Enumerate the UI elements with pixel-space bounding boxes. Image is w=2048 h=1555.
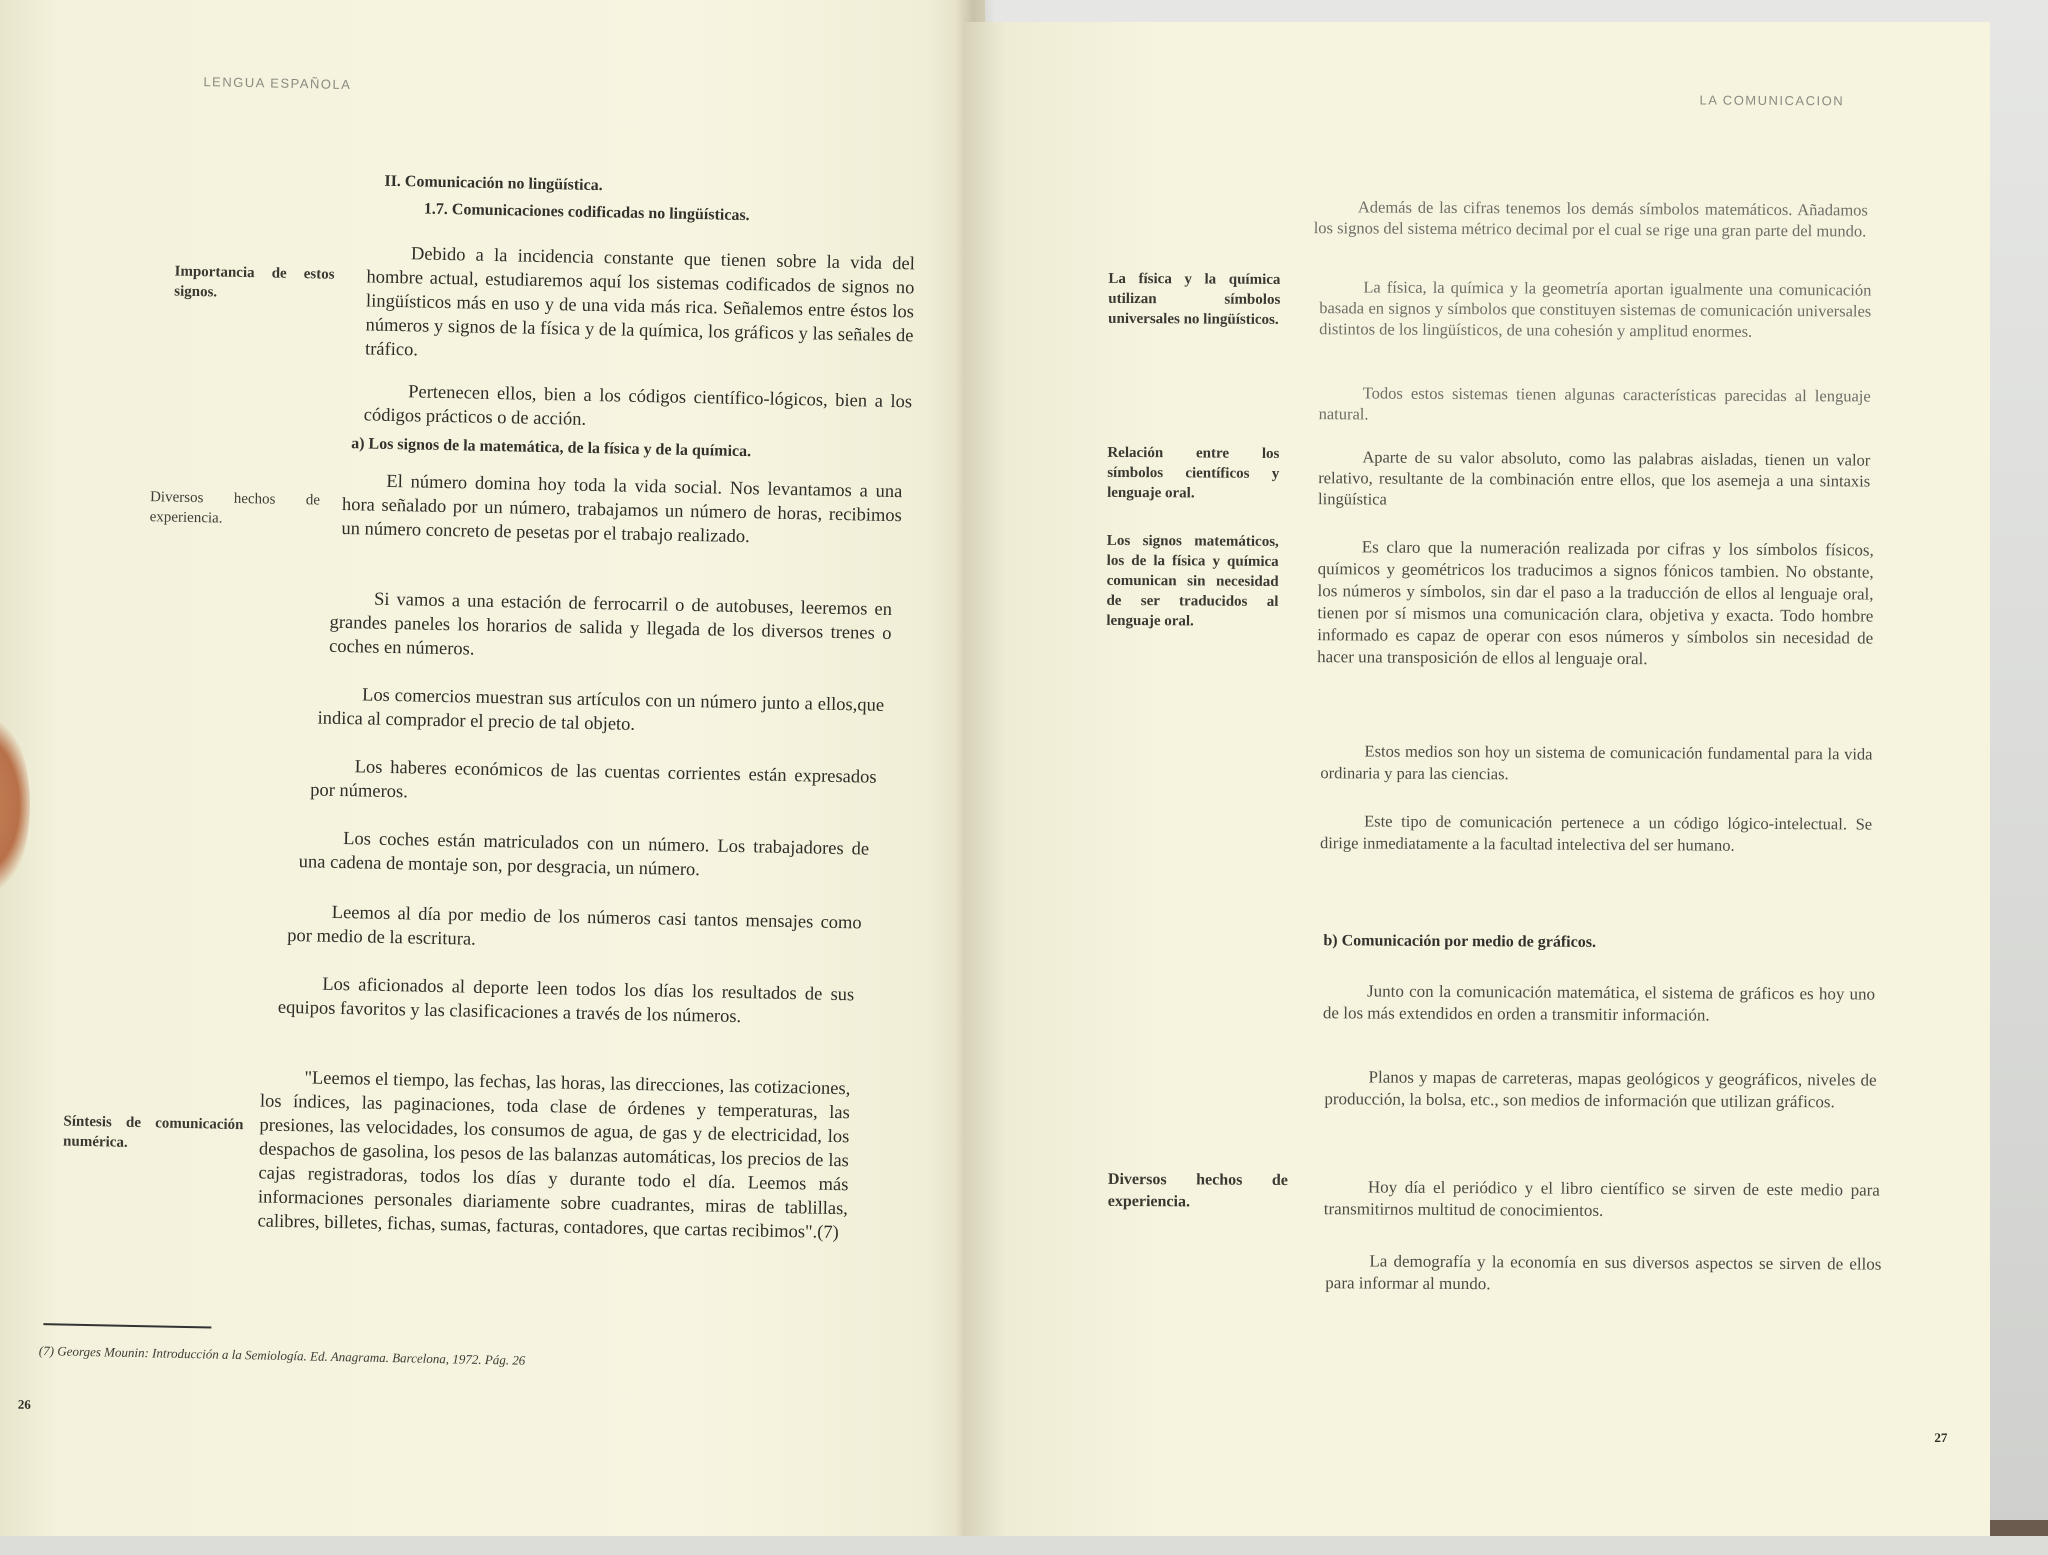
margin-note-fisica: La física y la química utilizan símbolos universales no lingüísticos. bbox=[1108, 270, 1281, 328]
running-head-right: LA COMUNICACION bbox=[1699, 92, 1845, 109]
margin-note-importancia: Importancia de estos signos. bbox=[174, 263, 335, 301]
footnote-rule bbox=[43, 1323, 211, 1328]
paragraph-debido: Debido a la incidencia constante que tienen sobre la vida del hombre actual, estudiaremos aquí los sistemas codificados de signos no lingüísticos más en uso y de una vida más rica. Señalemos entre éstos los números y signos de la física y de la química, los gráficos y las señales de tráfico. bbox=[364, 244, 916, 361]
paragraph-comercios: Los comercios muestran sus artículos con un número junto a ellos,que indica al comprador el precio de tal objeto. bbox=[317, 685, 885, 735]
item-b-heading: b) Comunicación por medio de gráficos. bbox=[1323, 932, 1597, 951]
right-page bbox=[965, 22, 1990, 1536]
paragraph-graficos: Junto con la comunicación matemática, el sistema de gráficos es hoy uno de los más extendidos en orden a transmitir información. bbox=[1322, 981, 1876, 1025]
paragraph-planos: Planos y mapas de carreteras, mapas geológicos y geográficos, niveles de producción, la bolsa, etc., son medios de información que utilizan gráficos. bbox=[1324, 1067, 1877, 1112]
paragraph-coches: Los coches están matriculados con un número. Los trabajadores de una cadena de montaje son, por desgracia, un número. bbox=[298, 829, 870, 881]
margin-note-sintesis: Síntesis de comunicación numérica. bbox=[62, 1113, 244, 1151]
subsection-heading: 1.7. Comunicaciones codificadas no lingüísticas. bbox=[423, 200, 750, 225]
section-heading: II. Comunicación no lingüística. bbox=[384, 172, 603, 195]
paragraph-medios: Estos medios son hoy un sistema de comunicación fundamental para la vida ordinaria y para las ciencias. bbox=[1320, 741, 1873, 784]
footnote: (7) Georges Mounin: Introducción a la Semiología. Ed. Anagrama. Barcelona, 1972. Pág. 26 bbox=[38, 1343, 526, 1368]
paragraph-numero-domina: El número domina hoy toda la vida social. Nos levantamos a una hora señalado por un número, trabajamos un número de horas, recibimos un número concreto de pesetas por el trabajo realizado. bbox=[341, 471, 903, 548]
paragraph-leemos-dia: Leemos al día por medio de los números casi tantos mensajes como por medio de la escritura. bbox=[287, 902, 862, 950]
item-a-heading: a) Los signos de la matemática, de la física y de la química. bbox=[350, 435, 752, 461]
paragraph-aparte: Aparte de su valor absoluto, como las palabras aisladas, tienen un valor relativo, resultante de la combinación entre ellos, que los asemeja a una sintaxis lingüística bbox=[1318, 447, 1871, 509]
paragraph-estacion: Si vamos a una estación de ferrocarril o de autobuses, leeremos en grandes paneles los horarios de salida y llegada de los diversos trenes o coches en números. bbox=[328, 589, 893, 660]
page-number-left: 26 bbox=[17, 1396, 31, 1412]
paragraph-pertenecen: Pertenecen ellos, bien a los códigos científico-lógicos, bien a los códigos prácticos o de acción. bbox=[363, 382, 913, 430]
paragraph-demografia: La demografía y la economía en sus diversos aspectos se sirven de ellos para informar al mundo. bbox=[1325, 1251, 1882, 1294]
paragraph-todos-sistemas: Todos estos sistemas tienen algunas características parecidas al lenguaje natural. bbox=[1318, 383, 1871, 424]
page-number-right: 27 bbox=[1934, 1429, 1948, 1446]
paragraph-codigo-logico: Este tipo de comunicación pertenece a un código lógico-intelectual. Se dirige inmediatamente a la facultad intelectiva del ser humano. bbox=[1319, 811, 1873, 855]
paragraph-numeracion: Es claro que la numeración realizada por cifras y los símbolos físicos, químicos y geométricos los traducimos a signos fónicos tambien. No obstante, los números y símbolos, sin dar el paso a la traducción de ellos al lenguaje oral, tienen por sí mismos una comunicación clara, objetiva y exacta. Todo hombre informado es capaz de operar con esos números y símbolos sin necesidad de hacer una transposición de ellos al lenguaje oral. bbox=[1317, 537, 1874, 669]
paragraph-periodico: Hoy día el periódico y el libro científico se sirven de este medio para transmitirnos multitud de conocimientos. bbox=[1323, 1177, 1880, 1220]
paragraph-aficionados: Los aficionados al deporte leen todos los días los resultados de sus equipos favoritos y las clasificaciones a través de los números. bbox=[277, 974, 855, 1028]
margin-note-diversos-right: Diversos hechos de experiencia. bbox=[1107, 1170, 1288, 1211]
paragraph-haberes: Los haberes económicos de las cuentas corrientes están expresados por números. bbox=[309, 757, 877, 803]
left-page bbox=[0, 0, 985, 1536]
margin-note-signos: Los signos matemáticos, los de la física y química comunican sin necesidad de ser traducidos al lenguaje oral. bbox=[1106, 532, 1279, 630]
running-head-left: LENGUA ESPAÑOLA bbox=[203, 74, 352, 93]
paragraph-cifras: Además de las cifras tenemos los demás símbolos matemáticos. Añadamos los signos del sistema métrico decimal por el cual se rige una gran parte del mundo. bbox=[1313, 197, 1868, 241]
paragraph-fisica: La física, la química y la geometría aportan igualmente una comunicación basada en signos y símbolos que constituyen sistemas de comunicación universales distintos de los lingüísticos, de una cohesión y amplitud enormes. bbox=[1319, 277, 1872, 341]
margin-note-relacion: Relación entre los símbolos científicos y lenguaje oral. bbox=[1107, 444, 1280, 502]
quote-mounin: "Leemos el tiempo, las fechas, las horas, las direcciones, las cotizaciones, los índices, las paginaciones, toda clase de órdenes y temperaturas, las presiones, las velocidades, los consumos de agua, de gas y de electricidad, los despachos de gasolina, los pesos de las balanzas automáticas, los precios de las cajas registradoras, todos los días y durante todo el día. Leemos más informaciones personales diariamente sobre cuadrantes, miras de tablillas, calibres, billetes, fichas, sumas, facturas, contadores, que cartas recibimos".(7) bbox=[257, 1068, 851, 1244]
margin-note-diversos: Diversos hechos de experiencia. bbox=[149, 489, 321, 527]
